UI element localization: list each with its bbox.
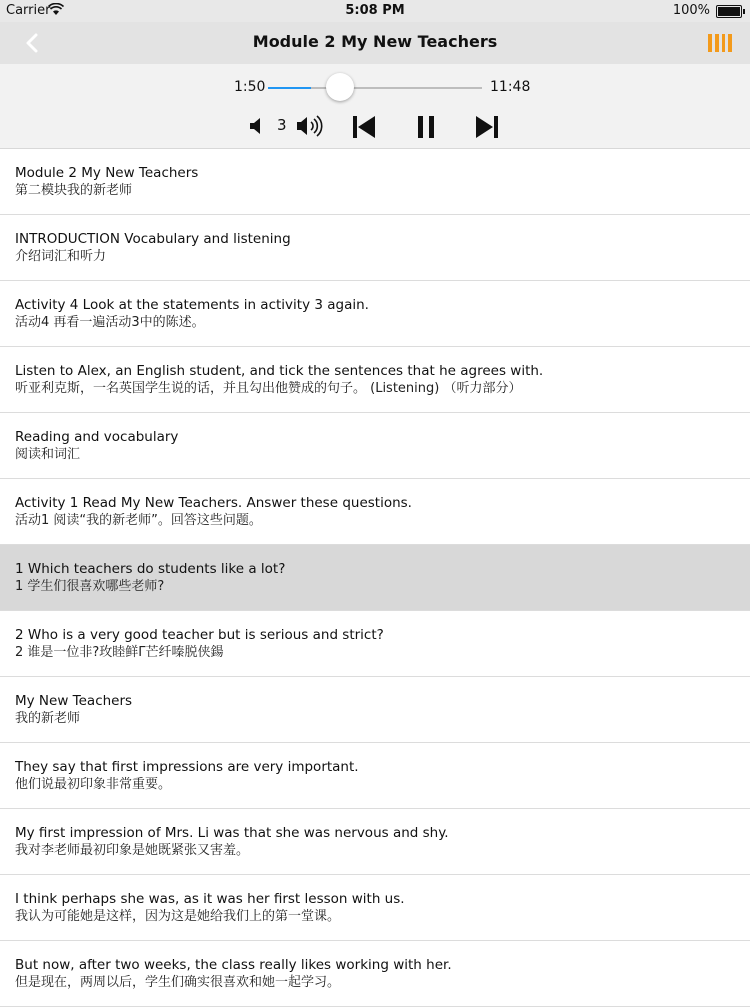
list-item[interactable] (0, 743, 750, 809)
battery-icon (716, 5, 742, 18)
english-text: Activity 4 Look at the statements in activity 3 again. (15, 297, 369, 313)
carrier-label: Carrier (6, 3, 51, 18)
list-item[interactable] (0, 347, 750, 413)
english-text: INTRODUCTION Vocabulary and listening (15, 231, 291, 247)
volume-low-icon[interactable] (248, 116, 266, 136)
english-text: Module 2 My New Teachers (15, 165, 199, 181)
progress-slider-thumb[interactable] (326, 73, 354, 101)
english-text: But now, after two weeks, the class really likes working with her. (15, 957, 452, 973)
english-text: They say that first impressions are very important. (15, 759, 359, 775)
chinese-text: 活动1 阅读“我的新老师”。回答这些问题。 (15, 513, 262, 528)
english-text: Activity 1 Read My New Teachers. Answer these questions. (15, 495, 412, 511)
status-time: 5:08 PM (345, 3, 405, 18)
list-item[interactable] (0, 809, 750, 875)
list-item[interactable] (0, 149, 750, 215)
english-text: 2 Who is a very good teacher but is serious and strict? (15, 627, 384, 643)
skip-previous-icon[interactable] (351, 114, 377, 140)
list-item[interactable] (0, 611, 750, 677)
total-time: 11:48 (490, 79, 531, 95)
english-text: Reading and vocabulary (15, 429, 179, 445)
list-item[interactable] (0, 545, 750, 611)
chinese-text: 活动4 再看一遍活动3中的陈述。 (15, 315, 205, 330)
list-item[interactable] (0, 875, 750, 941)
chinese-text: 我的新老师 (15, 711, 81, 726)
pause-icon[interactable] (414, 114, 438, 140)
progress-fill (268, 87, 311, 89)
sentence-list (0, 149, 750, 1007)
page-title: Module 2 My New Teachers (252, 32, 498, 51)
list-item[interactable] (0, 215, 750, 281)
chinese-text: 但是现在，两周以后，学生们确实很喜欢和她一起学习。 (15, 975, 341, 990)
chinese-text: 1 学生们很喜欢哪些老师? (15, 579, 165, 594)
english-text: Listen to Alex, an English student, and tick the sentences that he agrees with. (15, 363, 544, 379)
volume-level: 3 (277, 116, 287, 134)
english-text: 1 Which teachers do students like a lot? (15, 561, 286, 577)
chinese-text: 我对李老师最初印象是她既紧张又害羞。 (15, 843, 250, 858)
skip-next-icon[interactable] (474, 114, 500, 140)
chinese-text: 第二模块我的新老师 (15, 183, 133, 198)
chinese-text: 我认为可能她是这样，因为这是她给我们上的第一堂课。 (15, 909, 341, 924)
audio-player (0, 64, 750, 149)
english-text: I think perhaps she was, as it was her first lesson with us. (15, 891, 405, 907)
progress-track[interactable] (268, 87, 482, 89)
list-item[interactable] (0, 479, 750, 545)
list-item[interactable] (0, 281, 750, 347)
chinese-text: 他们说最初印象非常重要。 (15, 777, 172, 792)
chinese-text: 阅读和词汇 (15, 447, 81, 462)
chinese-text: 介绍词汇和听力 (15, 249, 107, 264)
english-text: My first impression of Mrs. Li was that she was nervous and shy. (15, 825, 449, 841)
status-bar (0, 0, 750, 22)
list-item[interactable] (0, 413, 750, 479)
chinese-text: 2 谁是一位非?玫睦鲜Γ芒纤嗪脱侠鍚 (15, 645, 224, 660)
current-time: 1:50 (234, 79, 266, 95)
list-item[interactable] (0, 677, 750, 743)
navigation-bar (0, 22, 750, 64)
chinese-text: 听亚利克斯，一名英国学生说的话，并且勾出他赞成的句子。 (Listening) （听力部分） (15, 381, 522, 396)
battery-percent: 100% (672, 3, 710, 18)
volume-high-icon[interactable] (296, 114, 326, 138)
library-icon[interactable] (708, 34, 732, 54)
english-text: My New Teachers (15, 693, 133, 709)
list-item[interactable] (0, 941, 750, 1007)
